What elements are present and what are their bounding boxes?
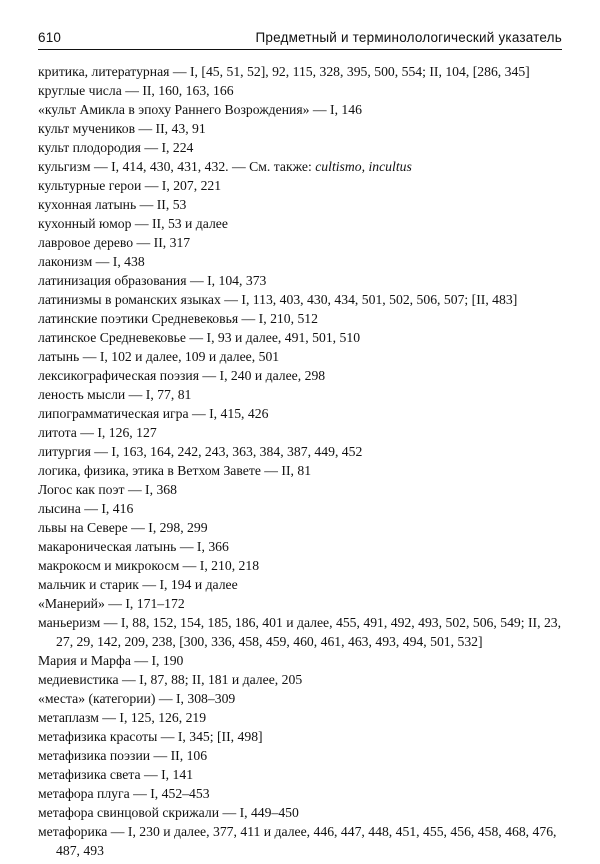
- index-entry: кухонная латынь — II, 53: [38, 197, 187, 212]
- index-entries: [38, 62, 562, 860]
- index-page: [38, 30, 562, 860]
- index-entry: литота — I, 126, 127: [38, 425, 157, 440]
- index-entry: медиевистика — I, 87, 88; II, 181 и далее, 205: [38, 672, 303, 687]
- index-entry: Мария и Марфа — I, 190: [38, 653, 184, 668]
- index-entry: литургия — I, 163, 164, 242, 243, 363, 384, 387, 449, 452: [38, 444, 363, 459]
- index-entry: культ мучеников — II, 43, 91: [38, 121, 206, 136]
- index-entry: кухонный юмор — II, 53 и далее: [38, 216, 228, 231]
- index-entry: метафора свинцовой скрижали — I, 449–450: [38, 805, 299, 820]
- index-entry: культ плодородия — I, 224: [38, 140, 194, 155]
- index-entry: метафизика света — I, 141: [38, 767, 194, 782]
- index-entry-cultism: [38, 157, 562, 176]
- index-entry: маньеризм — I, 88, 152, 154, 185, 186, 401 и далее, 455, 491, 492, 493, 502, 506, 549; II, 23, 27, 29, 142, 209, 238, [300, 336, 458, 459, 460, 461, 463, 493, 494, 501, 532]: [38, 615, 562, 649]
- index-entry: метафизика поэзии — II, 106: [38, 748, 208, 763]
- index-entry: мальчик и старик — I, 194 и далее: [38, 577, 238, 592]
- index-entry: логика, физика, этика в Ветхом Завете — II, 81: [38, 463, 312, 478]
- entry-lead-text: кульгизм — I, 414, 430, 431, 432. — См. также:: [38, 159, 316, 174]
- index-entry: культурные герои — I, 207, 221: [38, 178, 222, 193]
- index-entry: метафизика красоты — I, 345; [II, 498]: [38, 729, 263, 744]
- page-number: 610: [38, 30, 62, 45]
- index-entry: львы на Севере — I, 298, 299: [38, 520, 208, 535]
- index-entry: макрокосм и микрокосм — I, 210, 218: [38, 558, 260, 573]
- index-entry: латинское Средневековье — I, 93 и далее, 491, 501, 510: [38, 330, 361, 345]
- index-entry: макароническая латынь — I, 366: [38, 539, 229, 554]
- entry-italic-terms: cultismo, incultus: [315, 159, 412, 174]
- index-entry: латынь — I, 102 и далее, 109 и далее, 501: [38, 349, 280, 364]
- running-title: Предметный и терминолологический указатель: [255, 30, 562, 45]
- index-entry: метафорика — I, 230 и далее, 377, 411 и далее, 446, 447, 448, 451, 455, 456, 458, 468, 476, 487, 493: [38, 824, 557, 858]
- index-entry: Логос как поэт — I, 368: [38, 482, 177, 497]
- index-entry: липограмматическая игра — I, 415, 426: [38, 406, 269, 421]
- running-header: [38, 30, 562, 50]
- index-entry: «Манерий» — I, 171–172: [38, 596, 185, 611]
- index-entry: критика, литературная — I, [45, 51, 52], 92, 115, 328, 395, 500, 554; II, 104, [286, 345]: [38, 64, 530, 79]
- index-entry: «места» (категории) — I, 308–309: [38, 691, 236, 706]
- index-entry: лаконизм — I, 438: [38, 254, 145, 269]
- index-entry: лавровое дерево — II, 317: [38, 235, 191, 250]
- index-entry: метафора плуга — I, 452–453: [38, 786, 210, 801]
- index-entry: латинские поэтики Средневековья — I, 210, 512: [38, 311, 318, 326]
- index-entry: метаплазм — I, 125, 126, 219: [38, 710, 207, 725]
- index-entry: лысина — I, 416: [38, 501, 134, 516]
- index-entry: лексикографическая поэзия — I, 240 и далее, 298: [38, 368, 326, 383]
- index-entry: латинизмы в романских языках — I, 113, 403, 430, 434, 501, 502, 506, 507; [II, 483]: [38, 292, 518, 307]
- index-entry: «культ Амикла в эпоху Раннего Возрождения» — I, 146: [38, 102, 362, 117]
- index-entry: латинизация образования — I, 104, 373: [38, 273, 267, 288]
- index-entry: леность мысли — I, 77, 81: [38, 387, 192, 402]
- index-entry: круглые числа — II, 160, 163, 166: [38, 83, 234, 98]
